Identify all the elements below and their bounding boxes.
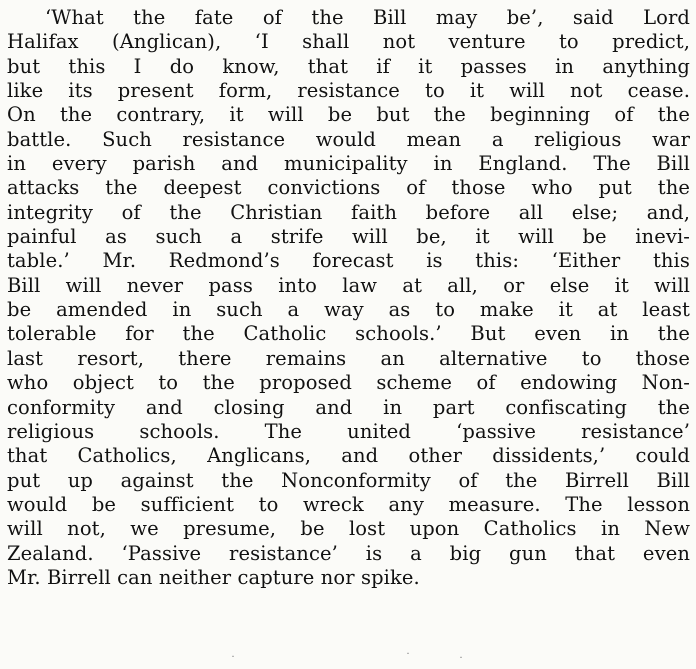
print-speck: ˙ — [405, 651, 411, 665]
text-line: attacks the deepest convictions of those who put the — [7, 176, 690, 200]
text-line: Zealand. ‘Passive resistance’ is a big gun that even — [7, 541, 690, 565]
text-line: who object to the proposed scheme of endowing Non- — [7, 371, 690, 395]
print-speck: ˙ — [230, 654, 236, 668]
text-line: like its present form, resistance to it will not cease. — [7, 79, 690, 103]
article-body — [7, 6, 690, 590]
text-line: in every parish and municipality in England. The Bill — [7, 152, 690, 176]
text-line: Halifax (Anglican), ‘I shall not venture to predict, — [7, 30, 690, 54]
text-line: be amended in such a way as to make it at least — [7, 298, 690, 322]
text-line: Bill will never pass into law at all, or else it will — [7, 273, 690, 297]
text-line: conformity and closing and in part confiscating the — [7, 395, 690, 419]
text-line: religious schools. The united ‘passive resistance’ — [7, 419, 690, 443]
text-line: will not, we presume, be lost upon Catholics in New — [7, 517, 690, 541]
text-line: would be sufficient to wreck any measure. The lesson — [7, 492, 690, 516]
text-line: painful as such a strife will be, it will be inevi- — [7, 225, 690, 249]
text-line: table.’ Mr. Redmond’s forecast is this: ‘Either this — [7, 249, 690, 273]
text-line: integrity of the Christian faith before all else; and, — [7, 200, 690, 224]
text-line: that Catholics, Anglicans, and other dissidents,’ could — [7, 444, 690, 468]
print-speck: ˙ — [458, 655, 464, 669]
text-line: put up against the Nonconformity of the Birrell Bill — [7, 468, 690, 492]
text-line: On the contrary, it will be but the beginning of the — [7, 103, 690, 127]
text-line: last resort, there remains an alternative to those — [7, 346, 690, 370]
text-line: but this I do know, that if it passes in anything — [7, 54, 690, 78]
text-line: battle. Such resistance would mean a religious war — [7, 127, 690, 151]
text-line: Mr. Birrell can neither capture nor spike. — [7, 565, 420, 589]
text-line: ‘What the fate of the Bill may be’, said Lord — [45, 6, 690, 29]
text-line: tolerable for the Catholic schools.’ But even in the — [7, 322, 690, 346]
